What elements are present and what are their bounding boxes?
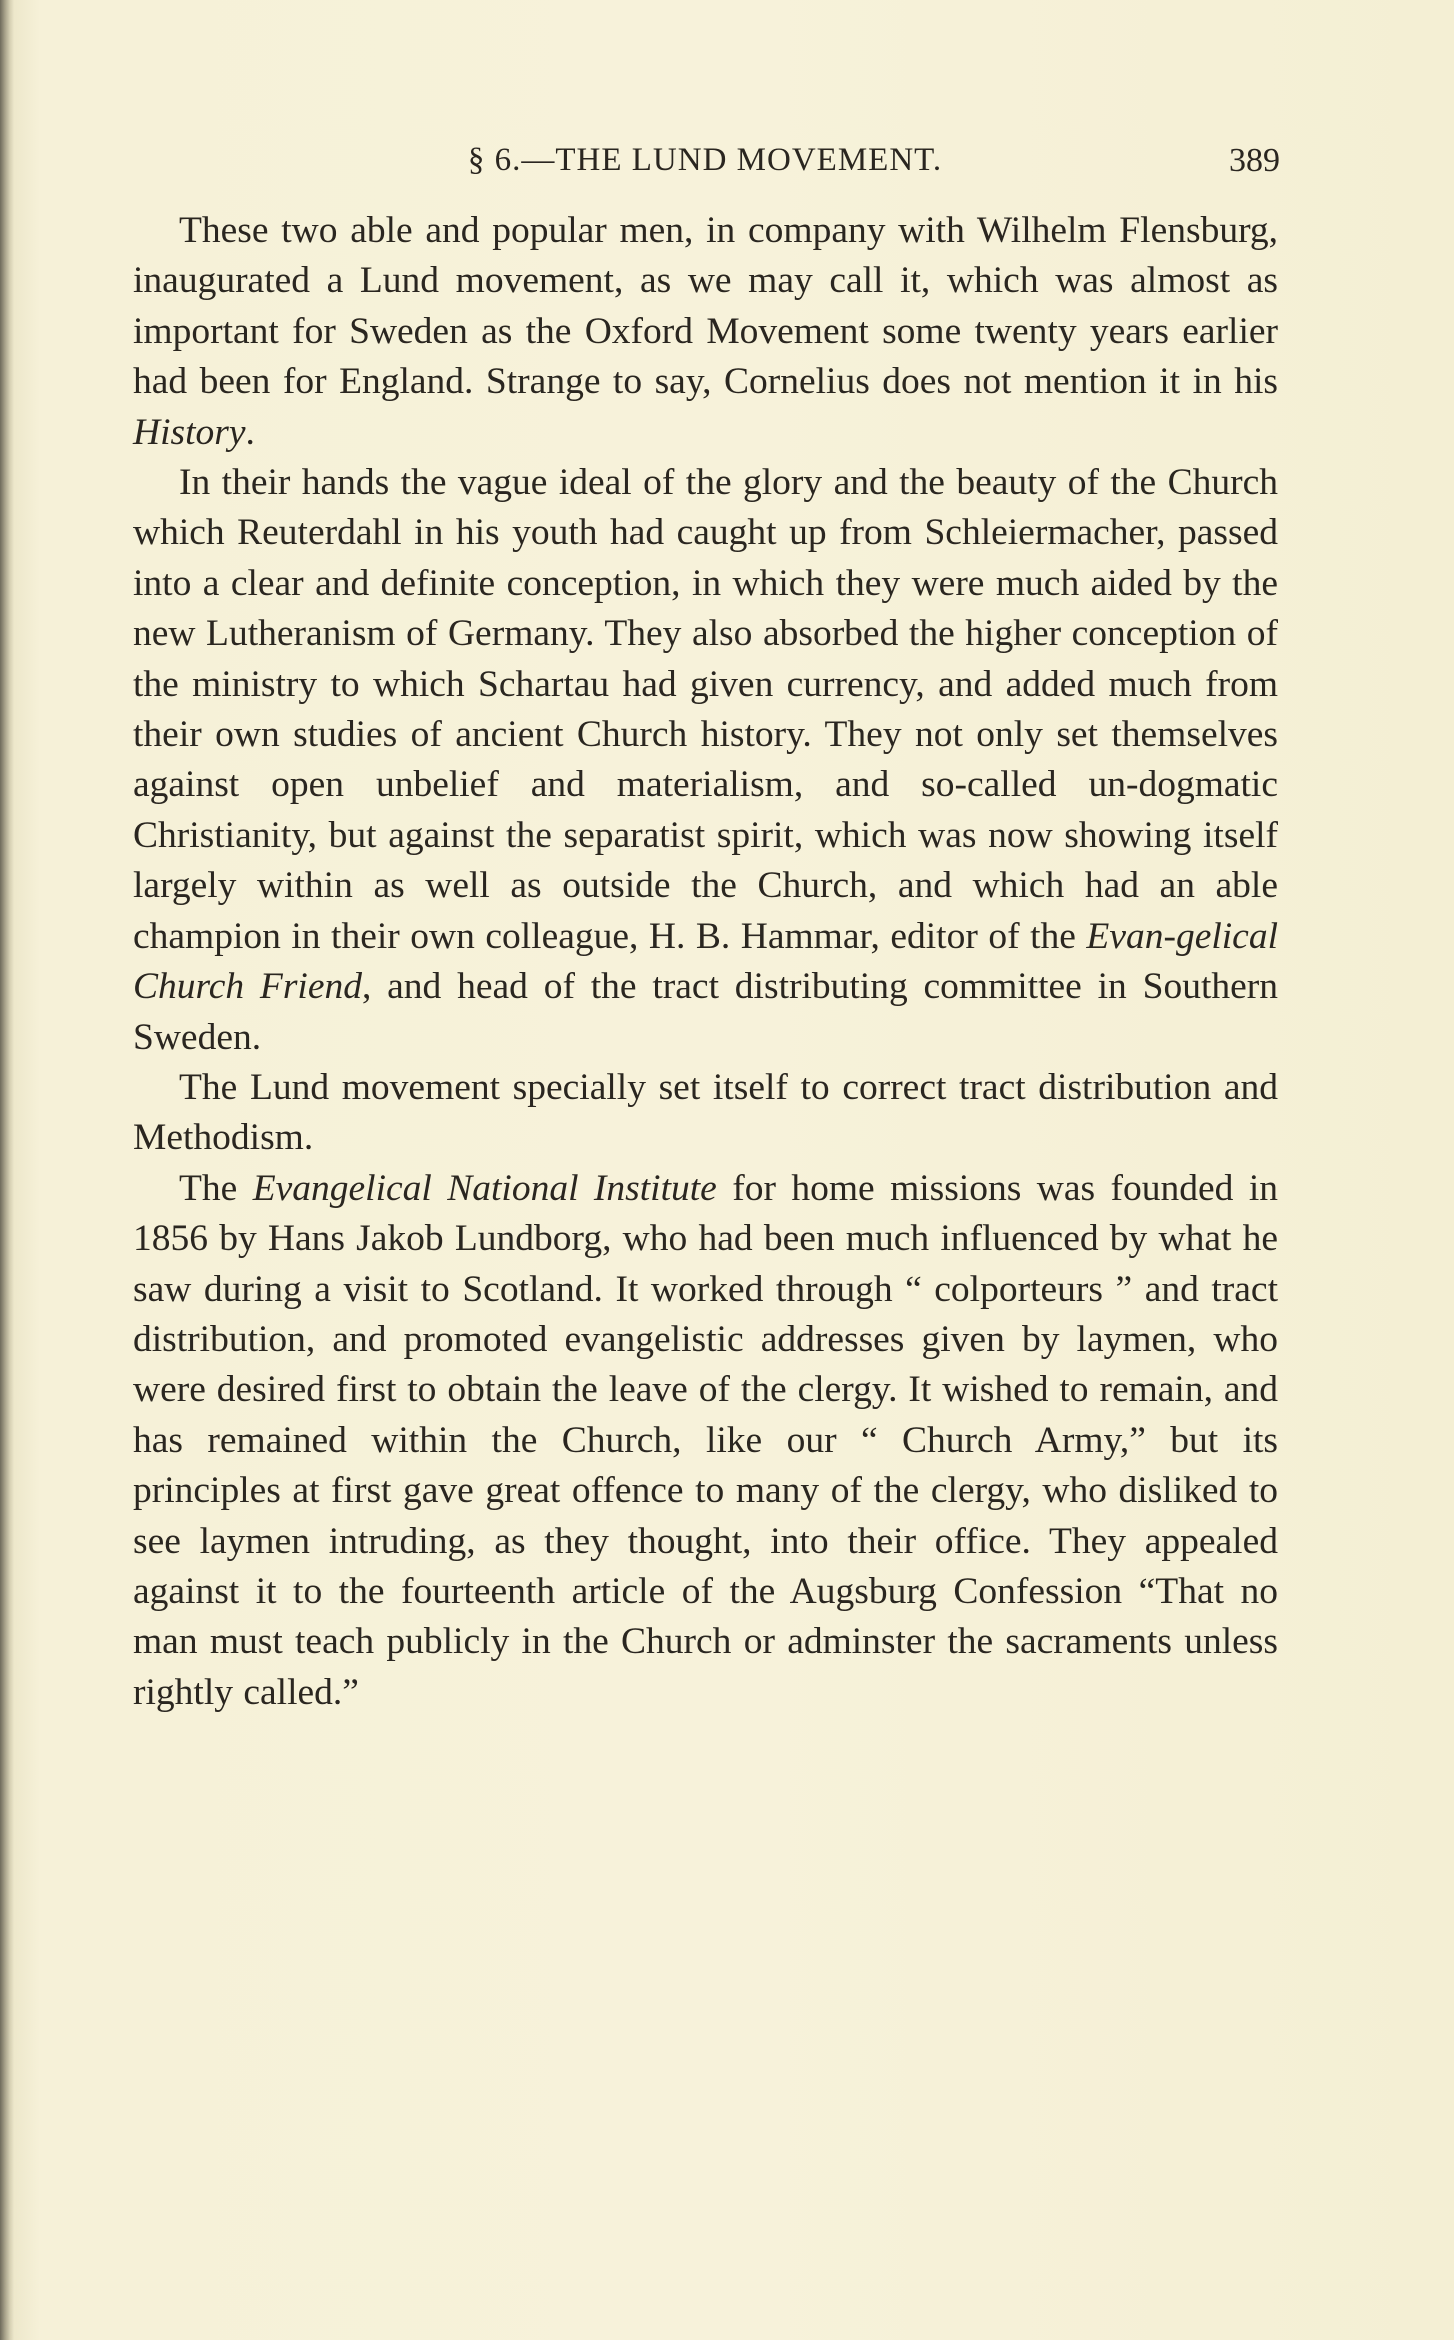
paragraph-text: The Lund movement specially set itself to correct tract distribution and Methodism. <box>133 1066 1278 1159</box>
italic-title: History <box>133 411 246 453</box>
paragraph-2 <box>133 458 1278 1063</box>
paragraph-text: , and head of the tract distributing committee in Southern Sweden. <box>133 966 1279 1058</box>
paragraph-text: These two able and popular men, in company with Wilhelm Flensburg, inaugurated a Lund movement, as we may call it, which was almost as important for Sweden as the Oxford Movement some twenty years earlier had been for England. Strange to say, Cornelius does not mention it in his <box>133 210 1278 403</box>
running-head <box>130 142 1280 192</box>
page-spine-shadow <box>0 0 14 2340</box>
paragraph-text: . <box>245 411 255 453</box>
paragraph-3 <box>133 1063 1278 1164</box>
page-number: 389 <box>1229 142 1280 179</box>
body-text <box>133 206 1278 1718</box>
paragraph-text: The <box>179 1167 253 1209</box>
italic-title: Evan-gelical Church Friend <box>133 915 1278 1008</box>
paragraph-1 <box>133 206 1278 458</box>
paragraph-text: In their hands the vague ideal of the glory and the beauty of the Church which Reuterdahl in his youth had caught up from Schleiermacher, passed into a clear and definite conception, in which they were much aided by the new Lutheranism of Germany. They also absorbed the higher conception of the ministry to which Schartau had given currency, and added much from their own studies of ancient Church history. They not only set themselves against open unbelief and materialism, and so-called un-dogmatic Christianity, but against the separatist spirit, which was now showing itself largely within as well as outside the Church, and which had an able champion in their own colleague, H. B. Hammar, editor of the <box>133 462 1278 957</box>
paragraph-text: for home missions was founded in 1856 by Hans Jakob Lundborg, who had been much influenced by what he saw during a visit to Scotland. It worked through “ colporteurs ” and tract distribution, and promoted evangelistic addresses given by laymen, who were desired first to obtain the leave of the clergy. It wished to remain, and has remained within the Church, like our “ Church Army,” but its principles at first gave great offence to many of the clergy, who disliked to see laymen intruding, as they thought, into their office. They appealed against it to the fourteenth article of the Augsburg Confession “That no man must teach publicly in the Church or adminster the sacraments unless rightly called.” <box>133 1167 1278 1713</box>
paragraph-4 <box>133 1164 1278 1718</box>
italic-title: Evangelical National Institute <box>252 1167 717 1209</box>
running-head-title: § 6.—THE LUND MOVEMENT. <box>467 142 943 178</box>
